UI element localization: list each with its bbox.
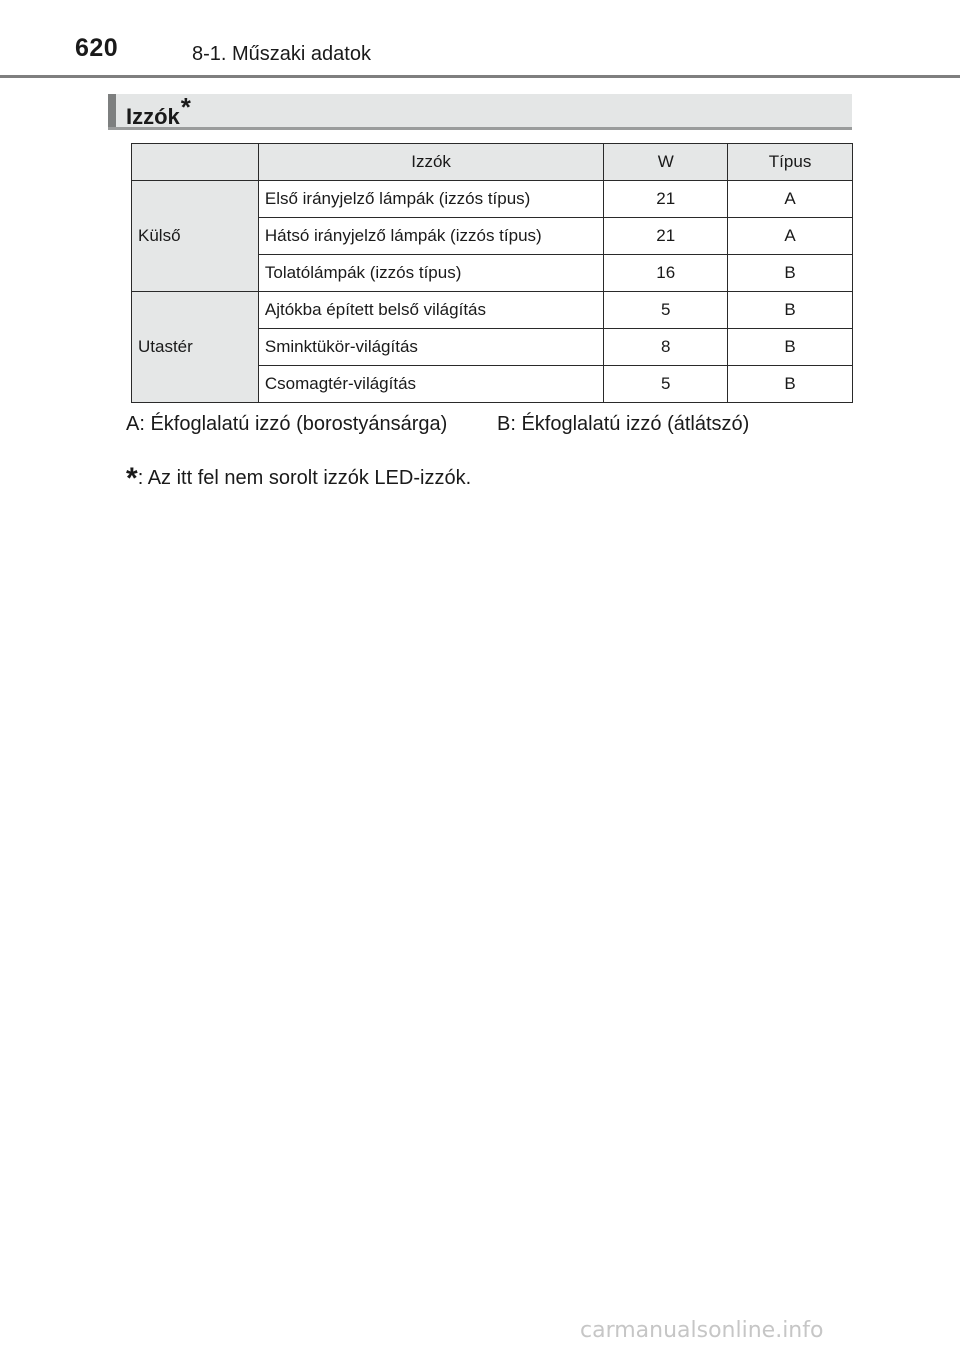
bulb-type-cell: A [728, 181, 853, 218]
footnote [126, 458, 472, 495]
header-divider [0, 75, 960, 78]
section-heading-bar [108, 94, 852, 130]
bulb-type-cell: A [728, 218, 853, 255]
bulb-watt-cell: 21 [604, 218, 728, 255]
table-header-row [132, 144, 853, 181]
section-path: 8-1. Műszaki adatok [192, 43, 371, 65]
watermark: carmanualsonline.info [580, 1318, 824, 1343]
section-title-text: Izzók [126, 104, 180, 129]
bulb-watt-cell: 16 [604, 255, 728, 292]
bulb-name-cell: Hátsó irányjelző lámpák (izzós típus) [258, 218, 603, 255]
bulb-watt-cell: 21 [604, 181, 728, 218]
header-cell-bulbs: Izzók [258, 144, 603, 181]
bulb-name-cell: Csomagtér-világítás [258, 366, 603, 403]
page-header [0, 0, 960, 78]
header-cell-type: Típus [728, 144, 853, 181]
legend-a: A: Ékfoglalatú izzó (borostyánsárga) [126, 413, 448, 435]
bulb-watt-cell: 8 [604, 329, 728, 366]
table-row [132, 292, 853, 329]
table-row [132, 181, 853, 218]
bulb-name-cell: Ajtókba épített belső világítás [258, 292, 603, 329]
bulbs-table [131, 143, 853, 403]
section-title [126, 92, 191, 131]
page-number: 620 [75, 34, 119, 62]
bulb-name-cell: Tolatólámpák (izzós típus) [258, 255, 603, 292]
bulb-name-cell: Első irányjelző lámpák (izzós típus) [258, 181, 603, 218]
footnote-star: * [126, 462, 138, 495]
bulb-name-cell: Sminktükör-világítás [258, 329, 603, 366]
legend-b: B: Ékfoglalatú izzó (átlátszó) [497, 413, 750, 435]
category-cell-exterior: Külső [132, 181, 259, 292]
bulb-type-cell: B [728, 255, 853, 292]
footnote-text: : Az itt fel nem sorolt izzók LED-izzók. [137, 467, 472, 489]
footnote-star-marker: * [180, 92, 191, 122]
bulb-type-cell: B [728, 329, 853, 366]
bulb-type-cell: B [728, 292, 853, 329]
bulb-watt-cell: 5 [604, 366, 728, 403]
header-cell-watt: W [604, 144, 728, 181]
header-cell-category [132, 144, 259, 181]
bulb-type-cell: B [728, 366, 853, 403]
category-cell-interior: Utastér [132, 292, 259, 403]
bulb-watt-cell: 5 [604, 292, 728, 329]
